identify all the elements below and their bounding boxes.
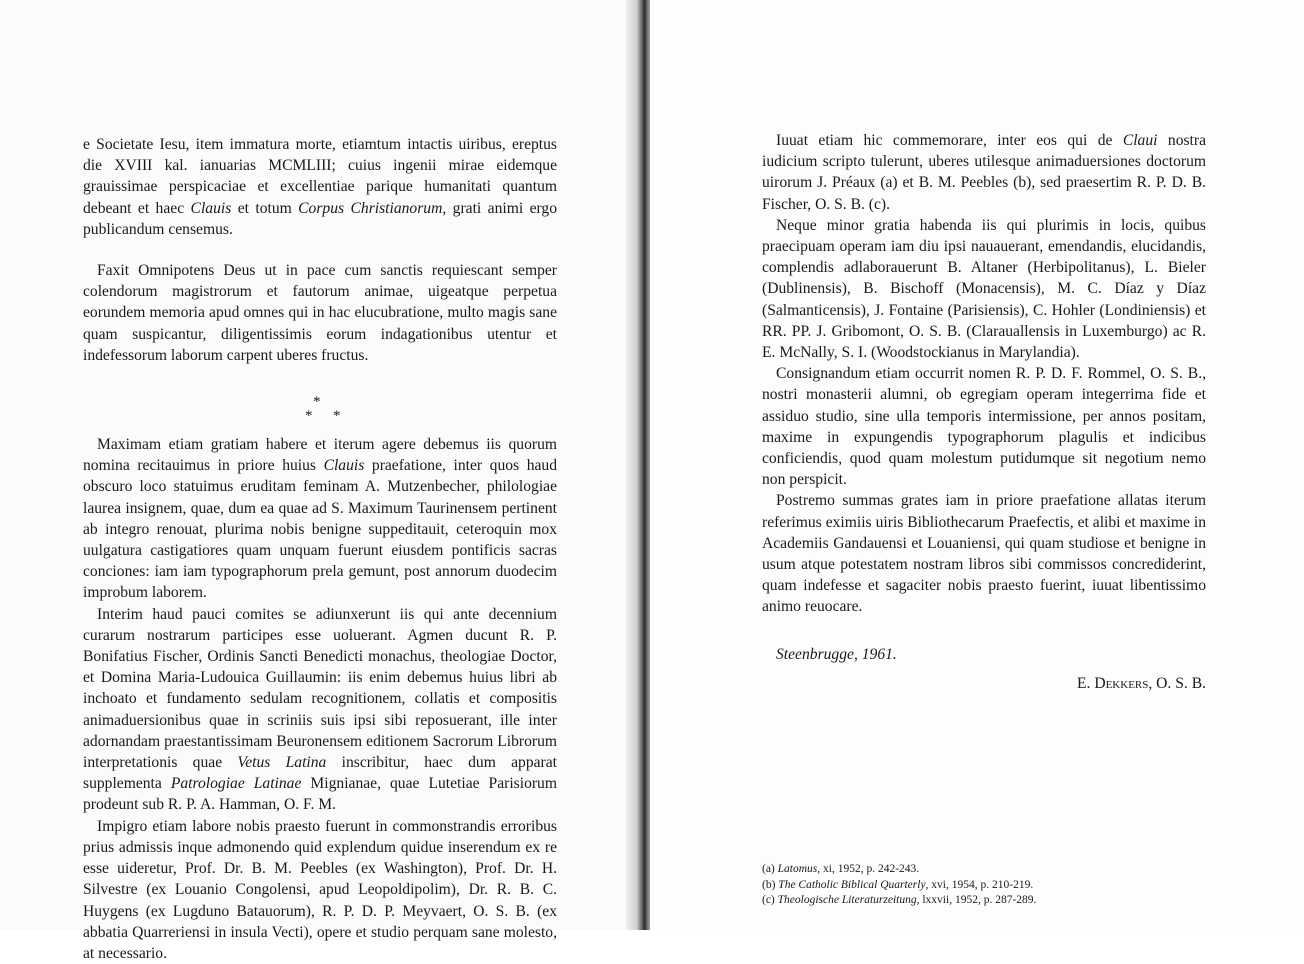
right-paragraph-3: Consignandum etiam occurrit nomen R. P. D. F. Rommel, O. S. B., nostri monasterii alumni, ob egregiam operam integerrima fide et assiduo studio, sine ulla temporis intermissione, per annos positam, maxime in expungendis typographorum plagulis et indicibus conficiendis, quod quam molestum putidumque sit negotium nemo non perspicit. [762, 365, 1206, 489]
left-paragraph-5: Impigro etiam labore nobis praesto fuerunt in commonstrandis erroribus prius admissis inque admonendo quid explendum quidue inserendum ex re esse uideretur, Prof. Dr. B. M. Peebles (ex Washington), Prof. Dr. H. Silvestre (ex Louanio Congolensi, apud Leopoldipolim), Dr. R. B. C. Huygens (ex Lugduno Batauorum), R. P. D. P. Meyvaert, O. S. B. (ex abbatia Quarreriensi in insula Vecti), opere et studio perquam sane molesto, at necessario. [83, 817, 557, 962]
footnote-a [762, 862, 1206, 878]
footnote-mark: (b) [762, 878, 776, 891]
right-paragraph-4: Postremo summas grates iam in priore praefatione allatas iterum referimus eximiis uiris Bibliothecarum Praefectis, et alibi et maxime in Academiis Gandauensi et Louaniensi, qui quam studiose et benigne in usum atque potestatem nostram libros sibi commissos concrediderint, quam indefesse et sagaciter nobis praesto fuerint, iuuat libentissimo animo reuocare. [762, 492, 1206, 616]
text-run: Mignianae, quae Lutetiae Parisiorum prodeunt sub R. P. A. Hamman, O. F. M. [83, 775, 557, 814]
footnotes [762, 862, 1206, 909]
left-page [0, 0, 640, 962]
place-date: Steenbrugge, 1961. [776, 645, 897, 663]
asterisk-bottom-left: * [305, 408, 313, 425]
text-run: Maximam etiam gratiam habere et iterum agere debemus iis quorum nomina recitauimus in priore huius [83, 436, 557, 475]
text-run: nostra iudicium scripto tulerunt, uberes utilesque animaduersiones doctorum uirorum J. Préaux (a) et B. M. Peebles (b), sed praesertim R. P. D. B. Fischer, O. S. B. (c). [762, 132, 1207, 213]
text-run: et totum [231, 199, 299, 217]
text-run: e Societate Iesu, item immatura morte, etiamtum intactis uiribus, ereptus die XVIII kal. ianuarias MCMLIII; cuius ingenii mirae eidemque grauissimae perspicaciae et excellentiae parique humanitati quantum debeant et haec [83, 136, 557, 217]
section-separator [83, 366, 557, 434]
footnote-c [762, 893, 1206, 909]
text-run: praefatione, inter quos haud obscuro loco statuimus eruditam feminam A. Mutzenbecher, philologiae laurea insignem, quae, dum ea quae ad S. Maximum Taurinensem pertinent ab integro renouat, plurima nobis benigne suppeditauit, ceteroquin mox uulgatura castigatiores quam unquam fuerunt eiusdem pontificis sacras conciones: iam iam typographorum prela gemunt, post annorum duodecim improbum laborem. [83, 457, 557, 602]
footnote-source: Latomus [777, 863, 818, 875]
footnote-detail: , xvi, 1954, p. 210-219. [925, 878, 1034, 891]
right-paragraph-2: Neque minor gratia habenda iis qui plurimis in locis, quibus praecipuam operam iam diu ipsi nauauerant, emendandis, elucidandis, complendis adlaborauerunt B. Altaner (Herbipolitanus), L. Bieler (Dublinensis), B. Bischoff (Monacensis), M. C. Díaz y Díaz (Salmanticensis), J. Fontaine (Parisiensis), C. Hohler (Londiniensis) et RR. PP. J. Gribomont, O. S. B. (Clarauallensis in Luxemburgo) ac R. E. McNally, S. I. (Woodstockianus in Marylandia). [762, 216, 1206, 362]
footnote-source: Theologische Literaturzeitung [777, 894, 917, 906]
left-paragraph-1 [83, 134, 557, 240]
footnote-detail: , xi, 1952, p. 242-243. [817, 863, 920, 875]
italic-title: Patrologiae Latinae [170, 775, 302, 793]
asterisk-bottom-right: * [333, 408, 341, 425]
footnote-detail: , lxxvii, 1952, p. 287-289. [916, 894, 1037, 906]
footnote-source: The Catholic Biblical Quarterly [778, 878, 926, 891]
asterisk-top: * [313, 394, 321, 411]
text-run: Iuuat etiam hic commemorare, inter eos qui de [776, 132, 1123, 149]
text-run: inscribitur, haec dum apparat supplementa [83, 754, 558, 793]
signature: E. Dekkers, O. S. B. [1077, 674, 1206, 692]
footnote-b [762, 878, 1206, 894]
left-paragraph-4 [83, 604, 557, 816]
italic-title: Vetus Latina [237, 754, 327, 772]
text-run: Interim haud pauci comites se adiunxerunt iis qui ante decennium curarum nostrarum participes esse uoluerant. Agmen ducunt R. P. Bonifatius Fischer, Ordinis Sancti Benedicti monachus, theologiae Doctor, et Domina Maria-Ludouica Guillaumin: iis enim debemus huius libri ab inchoato et fundamento sedulam recognitionem, collatis et compositis animaduersionibus quae in scriniis suis ipsi sibi reposuerant, ille inter adornandam praestantissimam Beuronensem editionem Sacrorum Librorum interpretationis quae [83, 605, 557, 772]
right-page-text [762, 130, 1206, 694]
text-run: , grati animi ergo publicandum censemus. [83, 199, 558, 238]
italic-title: Clauis [190, 199, 232, 217]
footnote-mark: (a) [762, 863, 775, 875]
italic-title: Claui [1122, 132, 1158, 149]
left-paragraph-2: Faxit Omnipotens Deus ut in pace cum sanctis requiescant semper colendorum magistrorum et fautorum animae, uigeatque perpetua eorundem memoria apud omnes qui in hac elucubratione, multo magis sane quam suspicantur, diligentissimis eorum indagationibus utentur et indefessorum laborum carpent uberes fructus. [83, 262, 557, 364]
left-page-text [83, 134, 557, 964]
italic-title: Corpus Christianorum [298, 199, 443, 217]
footnote-mark: (c) [762, 894, 775, 906]
paragraph-gap [83, 240, 557, 260]
italic-title: Clauis [323, 457, 365, 475]
left-paragraph-3 [83, 434, 557, 604]
right-paragraph-1 [762, 130, 1206, 215]
